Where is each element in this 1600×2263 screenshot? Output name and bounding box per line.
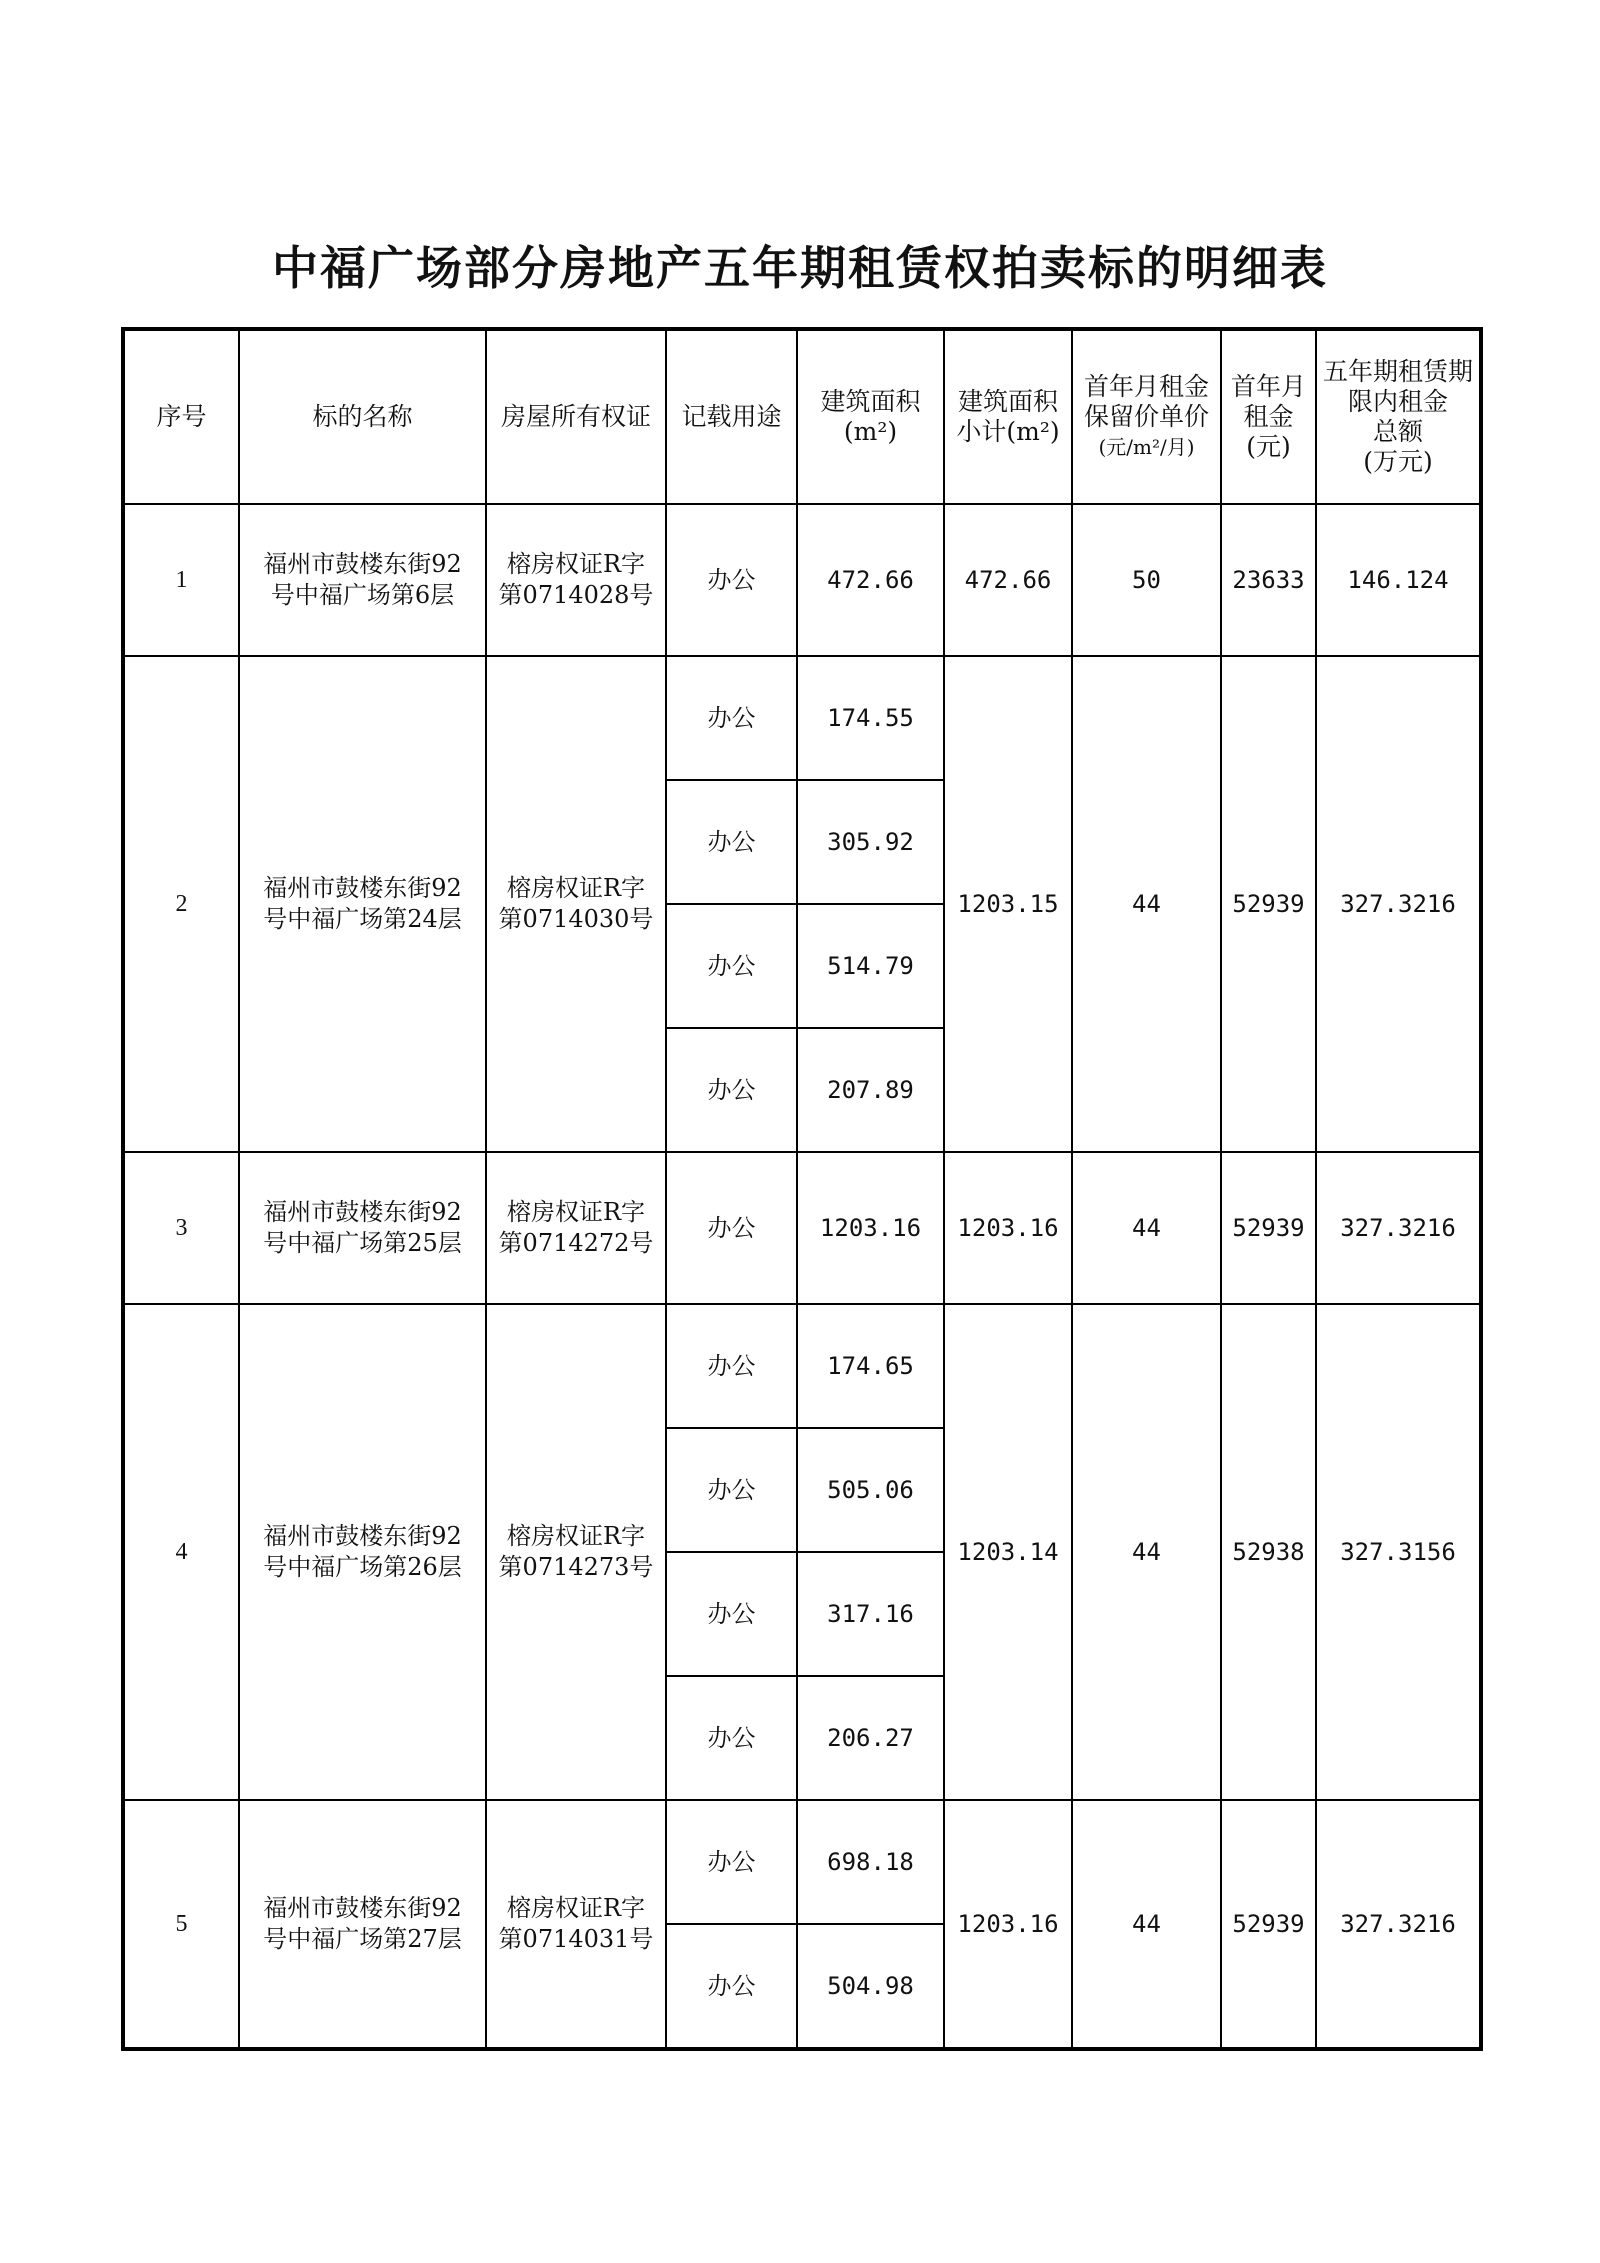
cell-cert: [486, 1800, 666, 2049]
cell-use: 办公: [666, 1924, 797, 2049]
cell-unit-price: 44: [1072, 656, 1221, 1152]
cell-name: [239, 1152, 486, 1304]
cell-area: 472.66: [797, 504, 944, 656]
cell-cert-line1: 榕房权证R字: [506, 1894, 646, 1922]
cell-total: 146.124: [1316, 504, 1481, 656]
cell-monthly-rent: 52939: [1221, 656, 1316, 1152]
header-cert: 房屋所有权证: [486, 329, 666, 504]
table-row: [123, 1152, 1481, 1304]
table-row: [123, 504, 1481, 656]
page-title: 中福广场部分房地产五年期租赁权拍卖标的明细表: [272, 241, 1328, 295]
cell-use: 办公: [666, 656, 797, 780]
cell-seq: 5: [123, 1800, 239, 2049]
cell-monthly-rent: 52939: [1221, 1800, 1316, 2049]
cell-use: 办公: [666, 1552, 797, 1676]
cell-name-line1: 福州市鼓楼东街92: [263, 1522, 462, 1550]
cell-area: 698.18: [797, 1800, 944, 1924]
cell-use: 办公: [666, 504, 797, 656]
cell-area: 317.16: [797, 1552, 944, 1676]
cell-total: 327.3156: [1316, 1304, 1481, 1800]
cell-cert: [486, 1304, 666, 1800]
cell-use: 办公: [666, 1676, 797, 1800]
cell-seq: 4: [123, 1304, 239, 1800]
cell-use: 办公: [666, 1800, 797, 1924]
cell-name: [239, 1304, 486, 1800]
cell-total: 327.3216: [1316, 1152, 1481, 1304]
table-row: [123, 656, 1481, 780]
cell-area: 514.79: [797, 904, 944, 1028]
cell-subtotal: 1203.16: [944, 1152, 1072, 1304]
cell-use: 办公: [666, 904, 797, 1028]
cell-name-line1: 福州市鼓楼东街92: [263, 874, 462, 902]
table-row: [123, 1800, 1481, 1924]
cell-area: 505.06: [797, 1428, 944, 1552]
cell-cert-line1: 榕房权证R字: [506, 874, 646, 902]
cell-name-line2: 号中福广场第24层: [263, 905, 462, 933]
cell-cert: [486, 1152, 666, 1304]
cell-name-line2: 号中福广场第25层: [263, 1229, 462, 1257]
cell-name: [239, 1800, 486, 2049]
cell-cert: [486, 504, 666, 656]
cell-subtotal: 1203.15: [944, 656, 1072, 1152]
cell-cert-line2: 第0714031号: [498, 1925, 654, 1953]
header-subtotal: 建筑面积 小计(m²): [944, 329, 1072, 504]
cell-cert-line2: 第0714030号: [498, 905, 654, 933]
cell-cert-line2: 第0714272号: [498, 1229, 654, 1257]
cell-name-line1: 福州市鼓楼东街92: [263, 1894, 462, 1922]
cell-area: 174.65: [797, 1304, 944, 1428]
header-monthly-rent: 首年月 租金 (元): [1221, 329, 1316, 504]
header-total-rent: 五年期租赁期 限内租金 总额 (万元): [1316, 329, 1481, 504]
header-name: 标的名称: [239, 329, 486, 504]
cell-seq: 1: [123, 504, 239, 656]
cell-use: 办公: [666, 1028, 797, 1152]
cell-unit-price: 44: [1072, 1800, 1221, 2049]
cell-use: 办公: [666, 1304, 797, 1428]
cell-area: 305.92: [797, 780, 944, 904]
cell-subtotal: 1203.16: [944, 1800, 1072, 2049]
cell-cert-line2: 第0714273号: [498, 1553, 654, 1581]
cell-unit-price: 44: [1072, 1304, 1221, 1800]
cell-subtotal: 472.66: [944, 504, 1072, 656]
cell-cert: [486, 656, 666, 1152]
cell-area: 207.89: [797, 1028, 944, 1152]
cell-seq: 3: [123, 1152, 239, 1304]
header-unit-price: 首年月租金 保留价单价 (元/m²/月): [1072, 329, 1221, 504]
cell-use: 办公: [666, 1152, 797, 1304]
cell-name-line1: 福州市鼓楼东街92: [263, 550, 462, 578]
cell-monthly-rent: 23633: [1221, 504, 1316, 656]
cell-area: 174.55: [797, 656, 944, 780]
cell-name-line2: 号中福广场第27层: [263, 1925, 462, 1953]
cell-unit-price: 44: [1072, 1152, 1221, 1304]
cell-name-line1: 福州市鼓楼东街92: [263, 1198, 462, 1226]
cell-monthly-rent: 52939: [1221, 1152, 1316, 1304]
header-use: 记载用途: [666, 329, 797, 504]
cell-subtotal: 1203.14: [944, 1304, 1072, 1800]
cell-cert-line2: 第0714028号: [498, 581, 654, 609]
cell-name: [239, 504, 486, 656]
cell-area: 504.98: [797, 1924, 944, 2049]
cell-total: 327.3216: [1316, 656, 1481, 1152]
header-seq: 序号: [123, 329, 239, 504]
cell-cert-line1: 榕房权证R字: [506, 550, 646, 578]
header-area: 建筑面积 (m²): [797, 329, 944, 504]
cell-area: 206.27: [797, 1676, 944, 1800]
cell-name-line2: 号中福广场第6层: [270, 581, 455, 609]
cell-monthly-rent: 52938: [1221, 1304, 1316, 1800]
auction-detail-table: [121, 327, 1483, 2051]
cell-name-line2: 号中福广场第26层: [263, 1553, 462, 1581]
table-row: [123, 1304, 1481, 1428]
cell-use: 办公: [666, 1428, 797, 1552]
cell-area: 1203.16: [797, 1152, 944, 1304]
cell-name: [239, 656, 486, 1152]
cell-cert-line1: 榕房权证R字: [506, 1522, 646, 1550]
cell-seq: 2: [123, 656, 239, 1152]
cell-use: 办公: [666, 780, 797, 904]
table-header-row: [123, 329, 1481, 504]
cell-total: 327.3216: [1316, 1800, 1481, 2049]
cell-cert-line1: 榕房权证R字: [506, 1198, 646, 1226]
cell-unit-price: 50: [1072, 504, 1221, 656]
